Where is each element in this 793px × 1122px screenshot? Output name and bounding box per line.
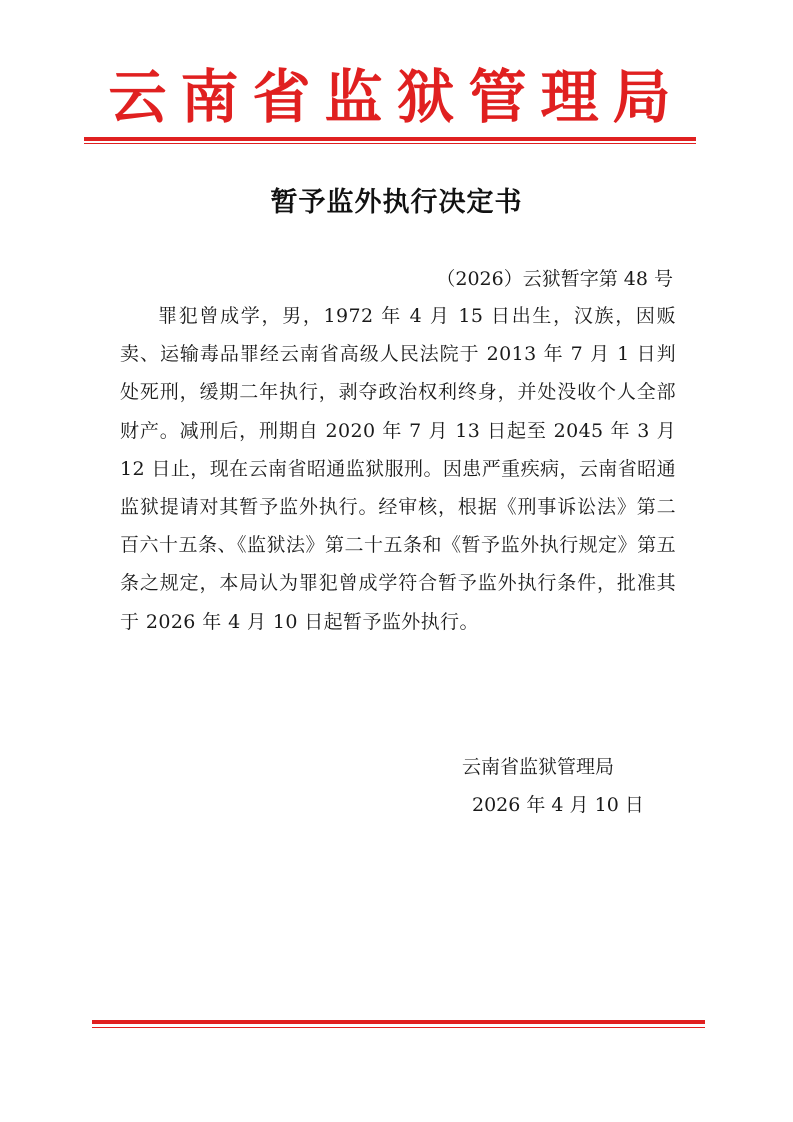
letterhead-rule-thin [84,143,696,144]
issuer-signature: 云南省监狱管理局 [462,756,615,778]
letterhead-rule-thick [84,137,696,141]
footer-rule-thick [92,1020,705,1024]
letterhead-title: 云南省监狱管理局 [108,63,685,131]
document-title: 暂予监外执行决定书 [270,187,523,218]
document-number: （2026）云狱暂字第 48 号 [436,268,673,290]
footer-rule-thin [92,1027,705,1028]
document-body: 罪犯曾成学，男，1972 年 4 月 15 日出生，汉族，因贩卖、运输毒品罪经云南省高级人民法院于 2013 年 7 月 1 日判处死刑，缓期二年执行，剥夺政治权利终身，并处没收个人全部财产。减刑后，刑期自 2020 年 7 月 13 日起至 2045 年 3 月 12 日止，现在云南省昭通监狱服刑。因患严重疾病，云南省昭通监狱提请对其暂予监外执行。经审核，根据《刑事诉讼法》第二百六十五条、《监狱法》第二十五条和《暂予监外执行规定》第五条之规定，本局认为罪犯曾成学符合暂予监外执行条件，批准其于 2026 年 4 月 10 日起暂予监外执行。 [120,305,676,633]
issue-date: 2026 年 4 月 10 日 [472,794,644,816]
